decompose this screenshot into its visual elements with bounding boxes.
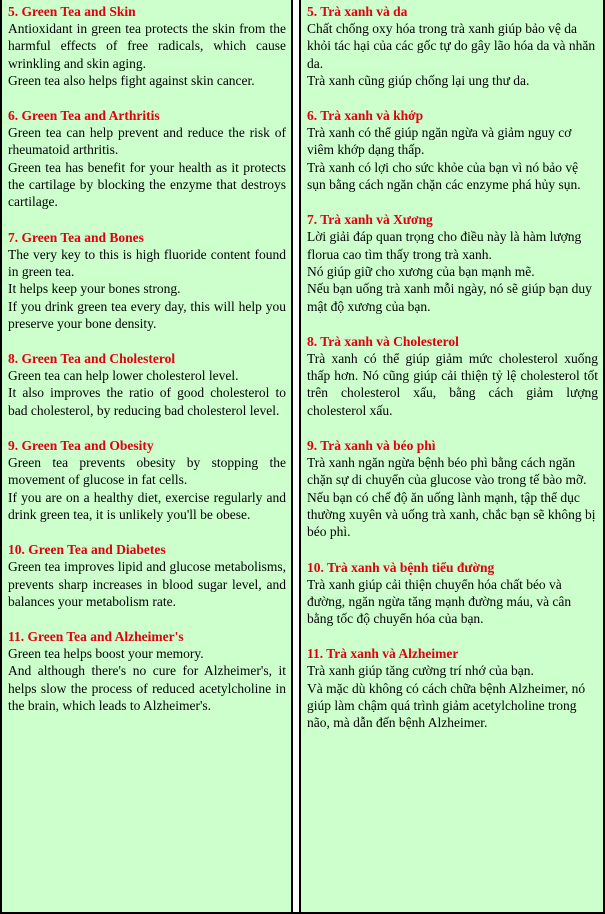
section-title: 7. Green Tea and Bones bbox=[8, 229, 144, 245]
section-alzheimers-en bbox=[8, 628, 286, 714]
section-title: 5. Green Tea and Skin bbox=[8, 4, 136, 19]
section-title: 10. Green Tea and Diabetes bbox=[8, 542, 166, 558]
section-paragraph: Trà xanh có thể giúp giảm mức cholesterol xuống thấp hơn. Nó cũng giúp cải thiện tỷ lệ cholesterol tốt trên cholesterol xấu, bằng cách giảm lượng cholesterol xấu. bbox=[307, 350, 598, 418]
section-paragraph: Lời giải đáp quan trọng cho điều này là hàm lượng florua cao tìm thấy trong trà xanh. bbox=[307, 229, 582, 262]
section-paragraph: Trà xanh giúp cải thiện chuyển hóa chất béo và đường, ngăn ngừa tăng mạnh đường máu, và cân bằng tốc độ chuyển hóa của bạn. bbox=[307, 576, 572, 627]
section-paragraph: If you drink green tea every day, this will help you preserve your bone density. bbox=[8, 298, 286, 331]
section-paragraph: Trà xanh có thể giúp ngăn ngừa và giảm nguy cơ viêm khớp dạng thấp. bbox=[307, 125, 572, 158]
section-paragraph: Và mặc dù không có cách chữa bệnh Alzheimer, nó giúp làm chậm quá trình giảm acetylcholine trong não, mà dẫn đến bệnh Alzheimer. bbox=[307, 680, 586, 731]
section-paragraph: Green tea can help lower cholesterol level. bbox=[8, 368, 239, 384]
section-title: 9. Trà xanh và béo phì bbox=[307, 438, 436, 454]
section-paragraph: It also improves the ratio of good cholesterol to bad cholesterol, by reducing bad cholesterol level. bbox=[8, 385, 286, 418]
section-paragraph: Trà xanh cũng giúp chống lại ung thư da. bbox=[307, 72, 530, 88]
section-title: 6. Green Tea and Arthritis bbox=[8, 108, 160, 124]
section-diabetes-vi bbox=[307, 559, 598, 628]
section-paragraph: Green tea also helps fight against skin cancer. bbox=[8, 72, 255, 88]
section-cholesterol-en bbox=[8, 350, 286, 419]
section-obesity-en bbox=[8, 437, 286, 523]
section-title: 7. Trà xanh và Xương bbox=[307, 212, 433, 228]
section-paragraph: Green tea improves lipid and glucose metabolisms, prevents sharp increases in blood sugar level, and balances your metabolism rate. bbox=[8, 559, 286, 609]
section-paragraph: Trà xanh giúp tăng cường trí nhớ của bạn. bbox=[307, 663, 534, 679]
english-column bbox=[2, 0, 293, 912]
section-cholesterol-vi bbox=[307, 333, 598, 419]
section-paragraph: Nếu bạn uống trà xanh mỗi ngày, nó sẽ giúp bạn duy mật độ xương của bạn. bbox=[307, 281, 592, 314]
section-obesity-vi bbox=[307, 437, 598, 540]
section-bones-en bbox=[8, 229, 286, 332]
section-alzheimers-vi bbox=[307, 645, 598, 731]
section-paragraph: Antioxidant in green tea protects the skin from the harmful effects of free radicals, which cause wrinkling and skin aging. bbox=[8, 21, 286, 71]
section-paragraph: Trà xanh có lợi cho sức khỏe của bạn vì nó bảo vệ sụn bằng cách ngăn chặn các enzyme phá hủy sụn. bbox=[307, 159, 581, 193]
section-title: 6. Trà xanh và khớp bbox=[307, 108, 424, 124]
section-title: 8. Trà xanh và Cholesterol bbox=[307, 333, 459, 349]
section-arthritis-en bbox=[8, 107, 286, 210]
section-title: 11. Trà xanh và Alzheimer bbox=[307, 646, 459, 662]
section-diabetes-en bbox=[8, 541, 286, 610]
section-paragraph: Green tea helps boost your memory. bbox=[8, 646, 204, 662]
section-paragraph: Nó giúp giữ cho xương của bạn mạnh mẽ. bbox=[307, 263, 535, 279]
section-paragraph: Chất chống oxy hóa trong trà xanh giúp bảo vệ da khỏi tác hại của các gốc tự do gây lão hóa da và nhăn da. bbox=[307, 21, 596, 71]
section-title: 5. Trà xanh và da bbox=[307, 4, 408, 19]
section-paragraph: The very key to this is high fluoride content found in green tea. bbox=[8, 246, 286, 279]
section-skin-vi bbox=[307, 3, 598, 89]
section-title: 11. Green Tea and Alzheimer's bbox=[8, 629, 184, 645]
section-bones-vi bbox=[307, 211, 598, 314]
section-paragraph: If you are on a healthy diet, exercise regularly and drink green tea, it is unlikely you'll be obese. bbox=[8, 489, 286, 522]
section-arthritis-vi bbox=[307, 107, 598, 193]
section-paragraph: Trà xanh ngăn ngừa bệnh béo phì bằng cách ngăn chặn sự di chuyển của glucose vào trong tế bào mỡ. Nếu bạn có chế độ ăn uống lành mạnh, tập thể dục thường xuyên và uống trà xanh, chắc bạn sẽ không bị béo phì. bbox=[307, 455, 596, 540]
section-title: 8. Green Tea and Cholesterol bbox=[8, 351, 176, 367]
section-title: 9. Green Tea and Obesity bbox=[8, 438, 154, 454]
vietnamese-column bbox=[299, 0, 603, 912]
section-paragraph: Green tea has benefit for your health as it protects the cartilage by blocking the enzyme that destroys cartilage. bbox=[8, 159, 286, 210]
section-paragraph: Green tea can help prevent and reduce the risk of rheumatoid arthritis. bbox=[8, 125, 286, 158]
section-skin-en bbox=[8, 3, 286, 89]
section-title: 10. Trà xanh và bệnh tiểu đường bbox=[307, 559, 495, 575]
section-paragraph: And although there's no cure for Alzheimer's, it helps slow the process of reduced acetylcholine in the brain, which leads to Alzheimer's. bbox=[8, 663, 286, 714]
section-paragraph: Green tea prevents obesity by stopping the movement of glucose in fat cells. bbox=[8, 455, 286, 488]
section-paragraph: It helps keep your bones strong. bbox=[8, 281, 181, 297]
